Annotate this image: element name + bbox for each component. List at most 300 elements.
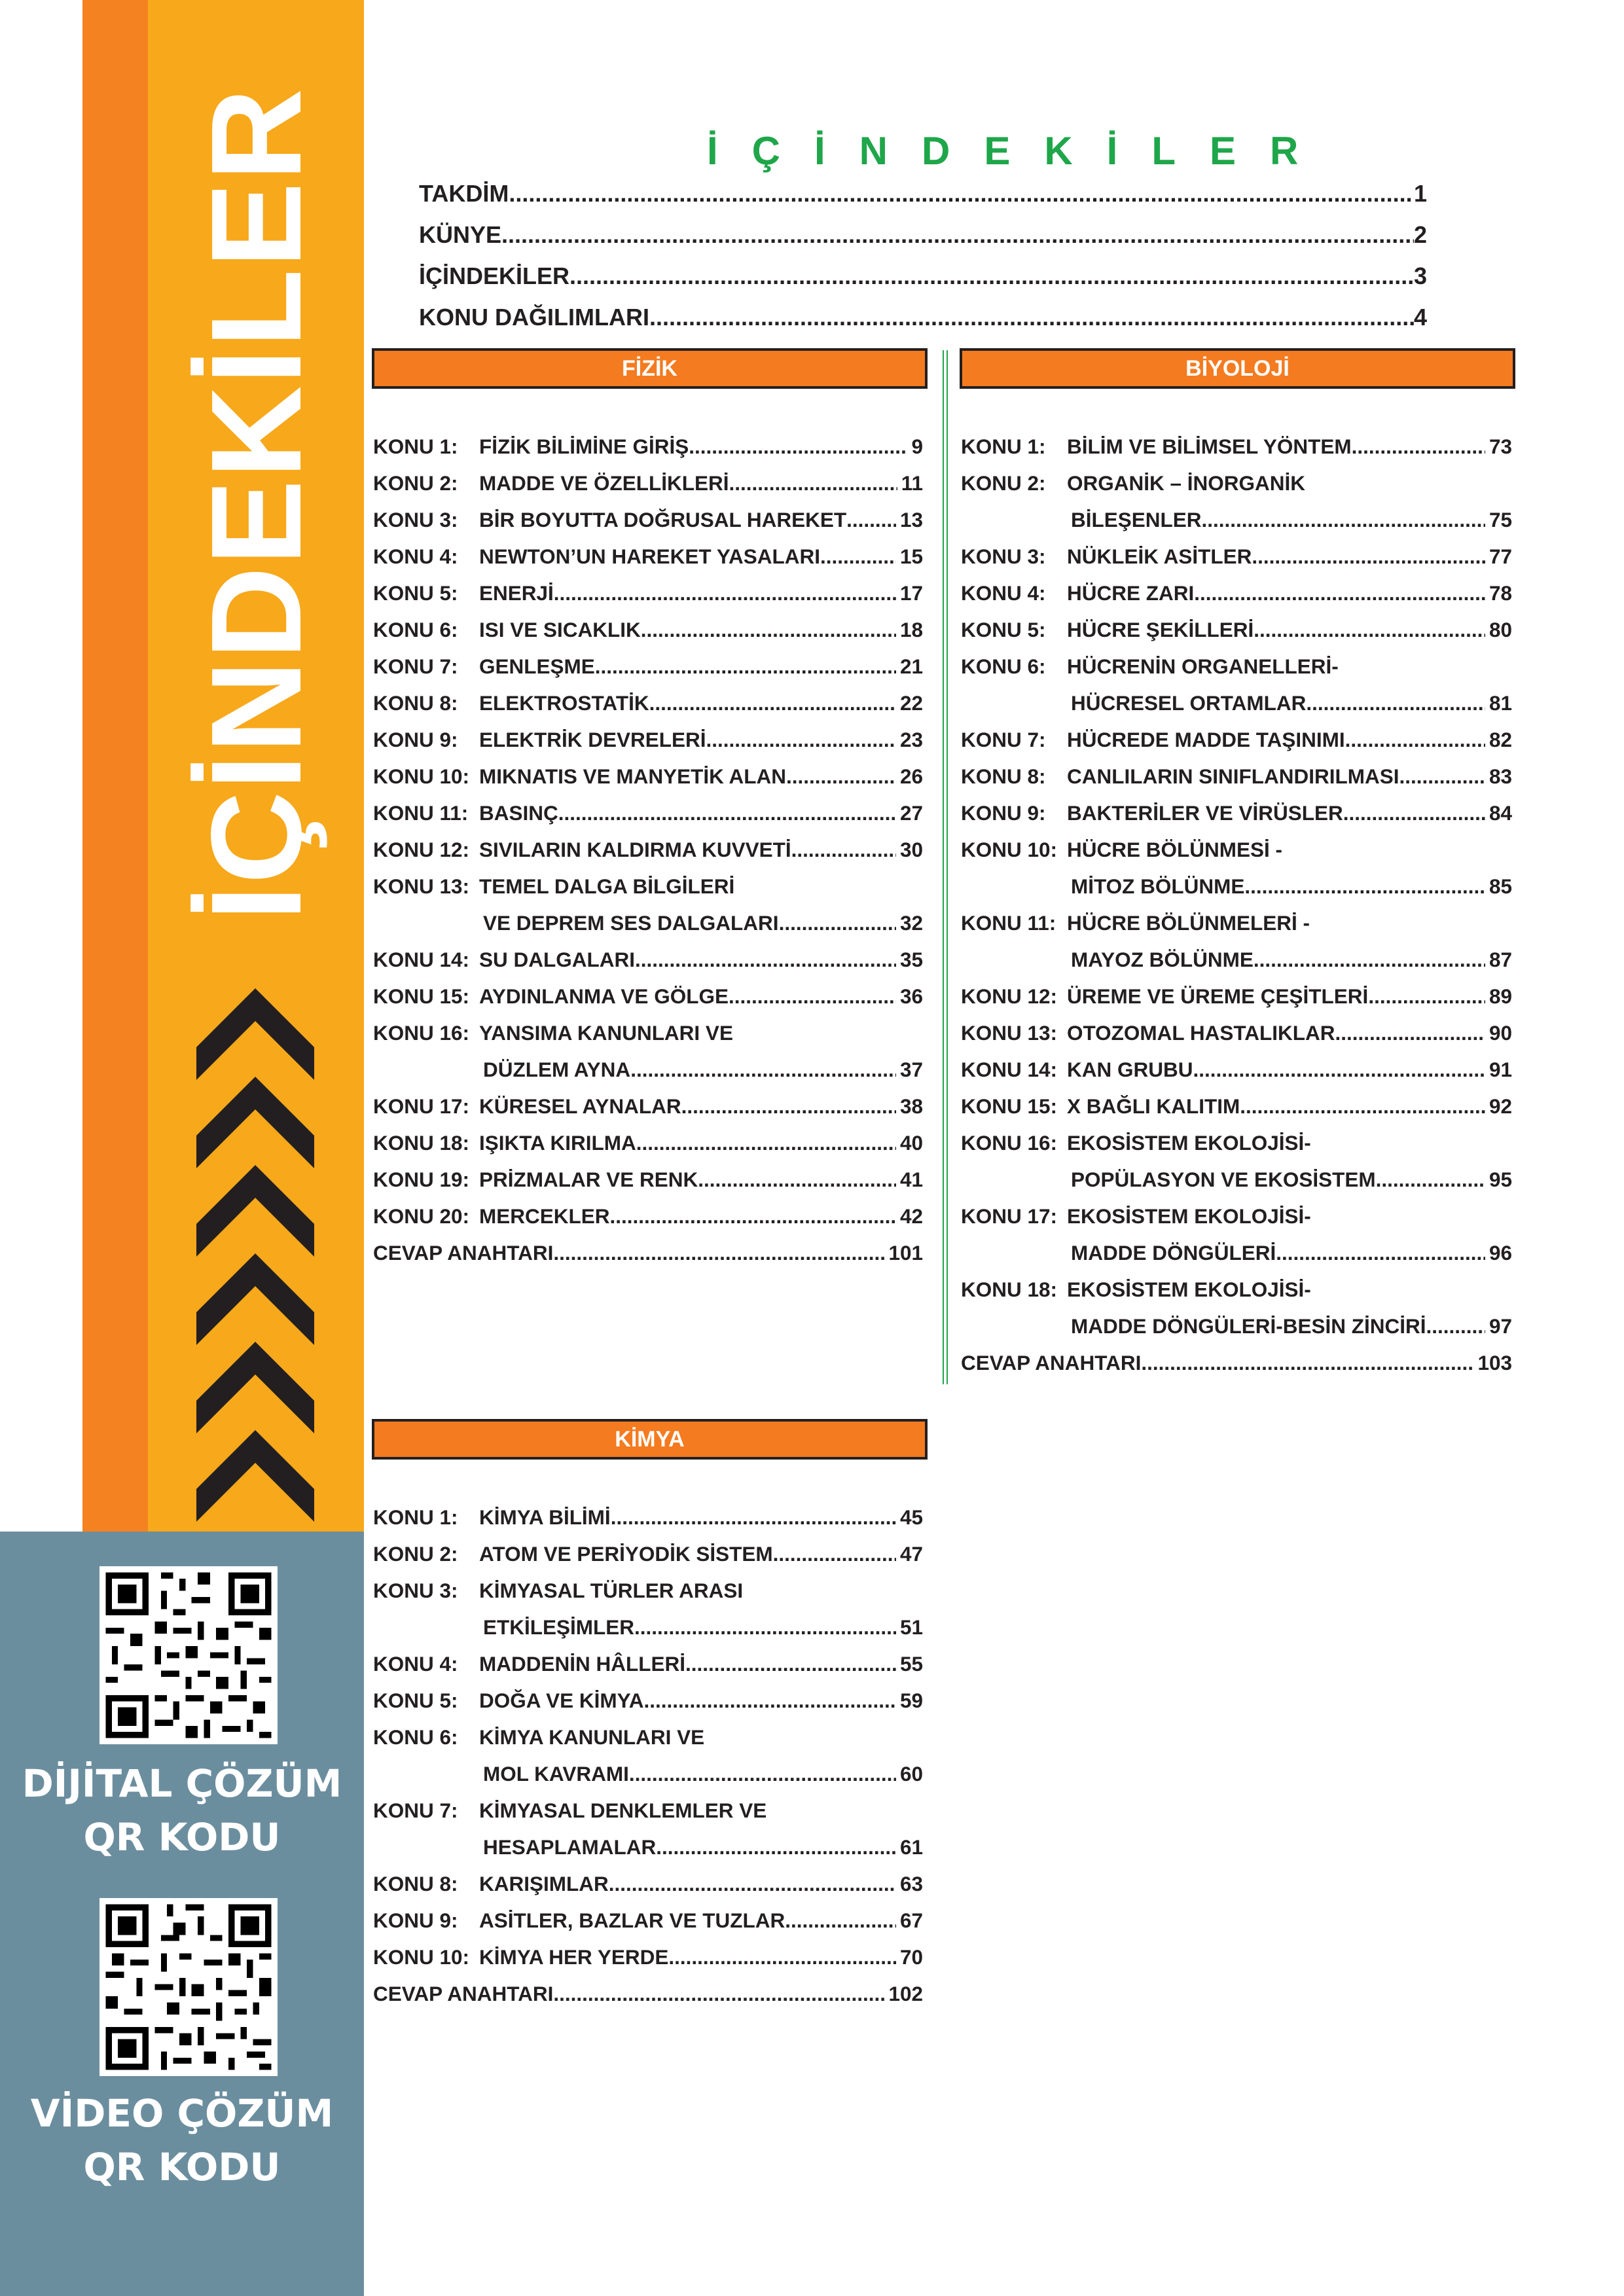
toc-topic-title: NÜKLEİK ASİTLER bbox=[1067, 545, 1252, 568]
toc-topic-title: KİMYA BİLİMİ bbox=[479, 1505, 611, 1529]
toc-row[interactable] bbox=[373, 1503, 923, 1532]
toc-topic-title: MADDE DÖNGÜLERİ-BESİN ZİNCİRİ bbox=[1071, 1314, 1426, 1338]
toc-row[interactable] bbox=[373, 1238, 923, 1267]
toc-row[interactable] bbox=[373, 798, 923, 827]
toc-topic-title: ELEKTROSTATİK bbox=[479, 691, 649, 715]
dot-leader bbox=[569, 262, 1414, 291]
toc-page-number: 55 bbox=[899, 1652, 923, 1676]
toc-page-number: 102 bbox=[888, 1982, 923, 2005]
toc-topic-number: KONU 12: bbox=[961, 984, 1058, 1008]
toc-page-number: 45 bbox=[899, 1505, 923, 1529]
dot-leader bbox=[1276, 1238, 1485, 1267]
toc-topic-title: EKOSİSTEM EKOLOJİSİ- bbox=[1067, 1204, 1311, 1228]
toc-row[interactable] bbox=[373, 1943, 923, 1971]
sidebar-orange-band bbox=[82, 0, 148, 1532]
toc-row[interactable] bbox=[961, 579, 1512, 607]
dot-leader bbox=[1426, 1312, 1485, 1340]
toc-row[interactable] bbox=[373, 1202, 923, 1230]
dot-leader bbox=[1254, 615, 1485, 644]
dot-leader bbox=[634, 1613, 896, 1641]
toc-row[interactable] bbox=[961, 542, 1512, 571]
toc-page-number: 40 bbox=[899, 1131, 923, 1155]
column-divider bbox=[943, 350, 948, 1384]
toc-row[interactable] bbox=[961, 945, 1512, 974]
toc-topic-number: KONU 7: bbox=[961, 728, 1046, 751]
dot-leader bbox=[791, 835, 896, 864]
toc-page-number: 70 bbox=[899, 1945, 923, 1969]
toc-topic-number: KONU 2: bbox=[373, 1542, 458, 1566]
toc-row[interactable] bbox=[373, 1055, 923, 1084]
toc-topic-title: HÜCRENİN ORGANELLERİ- bbox=[1067, 655, 1339, 678]
front-matter-row[interactable] bbox=[419, 262, 1427, 291]
toc-topic-title: HÜCREDE MADDE TAŞINIMI bbox=[1067, 728, 1345, 751]
toc-page-number: 22 bbox=[899, 691, 923, 715]
dot-leader bbox=[649, 303, 1414, 332]
toc-topic-number bbox=[373, 1759, 479, 1788]
front-matter-page: 2 bbox=[1413, 221, 1427, 248]
toc-row[interactable] bbox=[373, 542, 923, 571]
dot-leader bbox=[609, 1869, 896, 1898]
dot-leader bbox=[635, 945, 896, 974]
video-solution-qr-code[interactable] bbox=[99, 1898, 278, 2076]
dot-leader bbox=[1335, 1018, 1485, 1047]
toc-topic-number: KONU 5: bbox=[373, 581, 458, 605]
toc-page-number: 41 bbox=[899, 1168, 923, 1191]
toc-topic-number: KONU 19: bbox=[373, 1168, 470, 1191]
toc-page-number: 18 bbox=[899, 618, 923, 641]
dot-leader bbox=[509, 179, 1414, 208]
toc-topic-title: EKOSİSTEM EKOLOJİSİ- bbox=[1067, 1278, 1311, 1301]
toc-topic-number: KONU 16: bbox=[961, 1131, 1058, 1155]
toc-row[interactable] bbox=[373, 505, 923, 534]
toc-topic-number: KONU 6: bbox=[373, 1725, 458, 1749]
toc-page-number: 37 bbox=[899, 1058, 923, 1081]
toc-topic-title: YANSIMA KANUNLARI VE bbox=[479, 1021, 733, 1045]
toc-row[interactable] bbox=[961, 762, 1512, 791]
toc-row[interactable] bbox=[961, 615, 1512, 644]
toc-topic-number bbox=[373, 1055, 479, 1084]
toc-page-number: 32 bbox=[899, 911, 923, 935]
toc-topic-title: MADDENİN HÂLLERİ bbox=[479, 1652, 685, 1676]
toc-topic-title: ENERJİ bbox=[479, 581, 554, 605]
toc-row[interactable] bbox=[961, 908, 1512, 937]
toc-topic-title: NEWTON’UN HAREKET YASALARI bbox=[479, 545, 820, 568]
toc-topic-number: KONU 18: bbox=[961, 1278, 1058, 1301]
toc-row[interactable] bbox=[961, 1312, 1512, 1340]
toc-page-number: 77 bbox=[1489, 545, 1512, 568]
dot-leader bbox=[558, 798, 896, 827]
dot-leader bbox=[1244, 872, 1485, 901]
toc-page-number: 97 bbox=[1489, 1314, 1512, 1338]
front-matter-row[interactable] bbox=[419, 179, 1427, 208]
toc-page-number: 17 bbox=[899, 581, 923, 605]
toc-topic-number: KONU 15: bbox=[373, 984, 470, 1008]
toc-row[interactable] bbox=[373, 689, 923, 717]
toc-topic-number: KONU 2: bbox=[373, 471, 458, 495]
toc-page-number: 60 bbox=[899, 1762, 923, 1785]
section-header-fizik: FİZİK bbox=[372, 348, 928, 389]
toc-page-number: 61 bbox=[899, 1835, 923, 1859]
toc-topic-title: POPÜLASYON VE EKOSİSTEM bbox=[1071, 1168, 1376, 1191]
toc-page-number: 35 bbox=[899, 948, 923, 971]
toc-row[interactable] bbox=[373, 1128, 923, 1157]
dot-leader bbox=[668, 1943, 896, 1971]
toc-topic-title: KİMYASAL TÜRLER ARASI bbox=[479, 1579, 744, 1602]
dot-leader bbox=[681, 1092, 896, 1121]
dot-leader bbox=[1252, 542, 1485, 571]
page-title: İÇİNDEKİLER bbox=[707, 129, 1333, 173]
toc-topic-number: KONU 13: bbox=[373, 874, 470, 898]
digital-solution-qr-caption: QR KODU bbox=[83, 1815, 281, 1859]
front-matter-row[interactable] bbox=[419, 221, 1427, 249]
toc-topic-number bbox=[373, 1833, 479, 1861]
toc-row[interactable] bbox=[373, 1649, 923, 1678]
toc-row[interactable] bbox=[373, 1018, 923, 1047]
dot-leader bbox=[698, 1165, 896, 1194]
toc-topic-title: HESAPLAMALAR bbox=[483, 1835, 657, 1859]
toc-row[interactable] bbox=[373, 1869, 923, 1898]
dot-leader bbox=[1254, 945, 1485, 974]
toc-topic-title: VE DEPREM SES DALGALARI bbox=[483, 911, 779, 935]
toc-topic-title: BASINÇ bbox=[479, 801, 558, 825]
front-matter-page: 1 bbox=[1413, 180, 1427, 207]
toc-topic-number: KONU 8: bbox=[961, 764, 1046, 788]
toc-row[interactable] bbox=[961, 432, 1512, 461]
toc-page-number: 21 bbox=[899, 655, 923, 678]
toc-page-number: 42 bbox=[899, 1204, 923, 1228]
toc-topic-title: SU DALGALARI bbox=[479, 948, 635, 971]
toc-page-number: 9 bbox=[911, 435, 923, 458]
toc-row[interactable] bbox=[373, 1723, 923, 1751]
toc-page-number: 23 bbox=[899, 728, 923, 751]
dot-leader bbox=[1306, 689, 1485, 717]
toc-topic-title: KAN GRUBU bbox=[1067, 1058, 1193, 1081]
dot-leader bbox=[641, 615, 896, 644]
toc-topic-title: OTOZOMAL HASTALIKLAR bbox=[1067, 1021, 1335, 1045]
toc-topic-number: KONU 14: bbox=[373, 948, 470, 971]
toc-topic-number: KONU 3: bbox=[373, 508, 458, 531]
front-matter-label: KÜNYE bbox=[419, 221, 502, 248]
toc-row[interactable] bbox=[373, 945, 923, 974]
toc-row[interactable] bbox=[373, 469, 923, 497]
toc-page-number: 81 bbox=[1489, 691, 1512, 715]
toc-topic-title: AYDINLANMA VE GÖLGE bbox=[479, 984, 729, 1008]
toc-row[interactable] bbox=[961, 835, 1512, 864]
toc-topic-number: KONU 11: bbox=[373, 801, 469, 825]
toc-row[interactable] bbox=[373, 1686, 923, 1715]
toc-topic-number: KONU 2: bbox=[961, 471, 1046, 495]
dot-leader bbox=[846, 505, 896, 534]
toc-topic-title: CEVAP ANAHTARI bbox=[373, 1982, 554, 2005]
toc-row[interactable] bbox=[961, 505, 1512, 534]
toc-page-number: 27 bbox=[899, 801, 923, 825]
toc-topic-title: KİMYA HER YERDE bbox=[479, 1945, 669, 1969]
toc-page-number: 59 bbox=[899, 1689, 923, 1712]
toc-row[interactable] bbox=[373, 835, 923, 864]
toc-row[interactable] bbox=[373, 908, 923, 937]
dot-leader bbox=[685, 1649, 896, 1678]
toc-topic-number: KONU 17: bbox=[373, 1094, 470, 1118]
toc-row[interactable] bbox=[961, 1275, 1512, 1304]
dot-leader bbox=[1240, 1092, 1485, 1121]
digital-solution-label: DİJİTAL ÇÖZÜM bbox=[22, 1761, 342, 1806]
dot-leader bbox=[1193, 1055, 1485, 1084]
toc-topic-title: CEVAP ANAHTARI bbox=[373, 1241, 554, 1265]
toc-topic-title: ELEKTRİK DEVRELERİ bbox=[479, 728, 706, 751]
toc-topic-number bbox=[961, 1165, 1067, 1194]
toc-topic-number: KONU 8: bbox=[373, 691, 458, 715]
toc-row[interactable] bbox=[373, 982, 923, 1011]
toc-row[interactable] bbox=[373, 762, 923, 791]
toc-row[interactable] bbox=[961, 1238, 1512, 1267]
toc-row[interactable] bbox=[373, 1092, 923, 1121]
toc-topic-title: IŞIKTA KIRILMA bbox=[479, 1131, 636, 1155]
toc-page-number: 91 bbox=[1489, 1058, 1512, 1081]
toc-row[interactable] bbox=[373, 1759, 923, 1788]
toc-row[interactable] bbox=[373, 432, 923, 461]
dot-leader bbox=[649, 689, 896, 717]
toc-row[interactable] bbox=[373, 1613, 923, 1641]
dot-leader bbox=[1141, 1348, 1473, 1377]
toc-page-number: 89 bbox=[1489, 984, 1512, 1008]
toc-row[interactable] bbox=[961, 1018, 1512, 1047]
toc-row[interactable] bbox=[961, 872, 1512, 901]
toc-page-number: 101 bbox=[888, 1241, 923, 1265]
toc-row[interactable] bbox=[373, 579, 923, 607]
chevron-arrows-icon bbox=[196, 949, 314, 1538]
toc-topic-number: KONU 10: bbox=[373, 1945, 470, 1969]
toc-row[interactable] bbox=[961, 725, 1512, 754]
toc-topic-number bbox=[961, 945, 1067, 974]
toc-topic-title: DÜZLEM AYNA bbox=[483, 1058, 631, 1081]
toc-topic-number: KONU 10: bbox=[961, 838, 1058, 861]
toc-topic-number: KONU 15: bbox=[961, 1094, 1058, 1118]
toc-page-number: 30 bbox=[899, 838, 923, 861]
toc-topic-number: KONU 6: bbox=[373, 618, 458, 641]
dot-leader bbox=[820, 542, 896, 571]
toc-topic-title: FİZİK BİLİMİNE GİRİŞ bbox=[479, 435, 689, 458]
toc-row[interactable] bbox=[961, 982, 1512, 1011]
toc-page-number: 83 bbox=[1489, 764, 1512, 788]
toc-page-number: 38 bbox=[899, 1094, 923, 1118]
toc-topic-title: KİMYASAL DENKLEMLER VE bbox=[479, 1799, 767, 1822]
toc-topic-number: KONU 12: bbox=[373, 838, 470, 861]
toc-topic-title: TEMEL DALGA BİLGİLERİ bbox=[479, 874, 735, 898]
dot-leader bbox=[1343, 798, 1485, 827]
toc-topic-number: KONU 11: bbox=[961, 911, 1056, 935]
dot-leader bbox=[779, 908, 896, 937]
toc-page-number: 67 bbox=[899, 1909, 923, 1932]
toc-topic-title: KİMYA KANUNLARI VE bbox=[479, 1725, 705, 1749]
toc-row[interactable] bbox=[373, 1796, 923, 1825]
toc-row[interactable] bbox=[373, 652, 923, 681]
toc-page-number: 15 bbox=[899, 545, 923, 568]
toc-topic-number: KONU 7: bbox=[373, 655, 458, 678]
toc-row[interactable] bbox=[961, 798, 1512, 827]
toc-topic-title: EKOSİSTEM EKOLOJİSİ- bbox=[1067, 1131, 1311, 1155]
toc-topic-title: X BAĞLI KALITIM bbox=[1067, 1094, 1240, 1118]
toc-row[interactable] bbox=[961, 1055, 1512, 1084]
toc-row[interactable] bbox=[373, 1906, 923, 1935]
toc-topic-title: MERCEKLER bbox=[479, 1204, 610, 1228]
toc-topic-number: KONU 14: bbox=[961, 1058, 1058, 1081]
toc-topic-title: ORGANİK – İNORGANİK bbox=[1067, 471, 1306, 495]
toc-topic-title: MADDE DÖNGÜLERİ bbox=[1071, 1241, 1276, 1265]
front-matter-label: TAKDİM bbox=[419, 180, 509, 207]
toc-topic-number: KONU 20: bbox=[373, 1204, 470, 1228]
dot-leader bbox=[729, 469, 897, 497]
toc-topic-title: DOĞA VE KİMYA bbox=[479, 1689, 644, 1712]
toc-row[interactable] bbox=[961, 1202, 1512, 1230]
section-header-biyoloji: BİYOLOJİ bbox=[960, 348, 1515, 389]
toc-page-number: 85 bbox=[1489, 874, 1512, 898]
dot-leader bbox=[610, 1202, 896, 1230]
toc-topic-title: ETKİLEŞİMLER bbox=[483, 1615, 635, 1639]
toc-row[interactable] bbox=[961, 1348, 1512, 1377]
toc-page-number: 73 bbox=[1489, 435, 1512, 458]
toc-row[interactable] bbox=[961, 1165, 1512, 1194]
section-header-kimya: KİMYA bbox=[372, 1419, 928, 1460]
front-matter-page: 3 bbox=[1413, 262, 1427, 289]
toc-row[interactable] bbox=[961, 689, 1512, 717]
toc-topic-number: KONU 3: bbox=[961, 545, 1046, 568]
toc-row[interactable] bbox=[961, 652, 1512, 681]
toc-topic-number: KONU 1: bbox=[373, 435, 458, 458]
dot-leader bbox=[554, 579, 896, 607]
toc-row[interactable] bbox=[373, 615, 923, 644]
dot-leader bbox=[611, 1503, 896, 1532]
dot-leader bbox=[786, 762, 896, 791]
dot-leader bbox=[1376, 1165, 1485, 1194]
toc-topic-title: MİTOZ BÖLÜNME bbox=[1071, 874, 1245, 898]
toc-topic-number bbox=[961, 872, 1067, 901]
toc-topic-number: KONU 9: bbox=[373, 728, 458, 751]
toc-page-number: 47 bbox=[899, 1542, 923, 1566]
dot-leader bbox=[1345, 725, 1485, 754]
toc-page-number: 96 bbox=[1489, 1241, 1512, 1265]
dot-leader bbox=[553, 1979, 884, 2008]
toc-topic-number: KONU 5: bbox=[373, 1689, 458, 1712]
toc-page-number: 13 bbox=[899, 508, 923, 531]
toc-topic-title: KÜRESEL AYNALAR bbox=[479, 1094, 681, 1118]
toc-topic-number: KONU 9: bbox=[373, 1909, 458, 1932]
toc-topic-number bbox=[373, 1613, 479, 1641]
toc-row[interactable] bbox=[373, 1979, 923, 2008]
toc-topic-number: KONU 16: bbox=[373, 1021, 470, 1045]
toc-topic-title: HÜCRE BÖLÜNMELERİ - bbox=[1067, 911, 1310, 935]
toc-row[interactable] bbox=[373, 1165, 923, 1194]
toc-page-number: 26 bbox=[899, 764, 923, 788]
digital-solution-qr-code[interactable] bbox=[99, 1566, 278, 1744]
dot-leader bbox=[785, 1906, 896, 1935]
sidebar-vertical-title: İÇİNDEKİLER bbox=[184, 86, 328, 922]
video-solution-qr-caption: QR KODU bbox=[83, 2145, 281, 2189]
toc-topic-title: SIVILARIN KALDIRMA KUVVETİ bbox=[479, 838, 791, 861]
dot-leader bbox=[1202, 505, 1485, 534]
toc-page-number: 103 bbox=[1477, 1351, 1512, 1374]
front-matter-row[interactable] bbox=[419, 303, 1427, 332]
dot-leader bbox=[629, 1759, 896, 1788]
toc-topic-title: PRİZMALAR VE RENK bbox=[479, 1168, 698, 1191]
dot-leader bbox=[1368, 982, 1485, 1011]
dot-leader bbox=[636, 1128, 896, 1157]
video-solution-label: VİDEO ÇÖZÜM bbox=[30, 2091, 334, 2136]
front-matter-label: İÇİNDEKİLER bbox=[419, 262, 570, 289]
toc-row[interactable] bbox=[961, 469, 1512, 497]
toc-page-number: 80 bbox=[1489, 618, 1512, 641]
toc-page-number: 92 bbox=[1489, 1094, 1512, 1118]
toc-page-number: 78 bbox=[1489, 581, 1512, 605]
toc-topic-title: KARIŞIMLAR bbox=[479, 1872, 609, 1895]
toc-topic-number bbox=[373, 908, 479, 937]
toc-topic-title: ISI VE SICAKLIK bbox=[479, 618, 641, 641]
toc-row[interactable] bbox=[961, 1092, 1512, 1121]
toc-topic-number bbox=[961, 1238, 1067, 1267]
toc-topic-title: CANLILARIN SINIFLANDIRILMASI bbox=[1067, 764, 1399, 788]
toc-topic-number: KONU 9: bbox=[961, 801, 1046, 825]
toc-topic-title: BİLİM VE BİLİMSEL YÖNTEM bbox=[1067, 435, 1352, 458]
toc-topic-number: KONU 3: bbox=[373, 1579, 458, 1602]
toc-page-number: 11 bbox=[901, 471, 923, 495]
dot-leader bbox=[689, 432, 907, 461]
toc-row[interactable] bbox=[373, 1576, 923, 1605]
toc-topic-number: KONU 6: bbox=[961, 655, 1046, 678]
toc-topic-title: CEVAP ANAHTARI bbox=[961, 1351, 1142, 1374]
toc-row[interactable] bbox=[373, 1539, 923, 1568]
front-matter-page: 4 bbox=[1413, 304, 1427, 331]
dot-leader bbox=[595, 652, 896, 681]
toc-row[interactable] bbox=[373, 1833, 923, 1861]
toc-topic-title: HÜCRE ZARI bbox=[1067, 581, 1195, 605]
dot-leader bbox=[553, 1238, 884, 1267]
dot-leader bbox=[1194, 579, 1485, 607]
toc-topic-title: BAKTERİLER VE VİRÜSLER bbox=[1067, 801, 1343, 825]
toc-topic-number bbox=[961, 689, 1067, 717]
dot-leader bbox=[1399, 762, 1485, 791]
dot-leader bbox=[1352, 432, 1485, 461]
toc-topic-title: HÜCRESEL ORTAMLAR bbox=[1071, 691, 1307, 715]
toc-page-number: 75 bbox=[1489, 508, 1512, 531]
toc-topic-number: KONU 7: bbox=[373, 1799, 458, 1822]
dot-leader bbox=[501, 221, 1414, 249]
dot-leader bbox=[729, 982, 896, 1011]
dot-leader bbox=[706, 725, 896, 754]
toc-page-number: 90 bbox=[1489, 1021, 1512, 1045]
toc-page-number: 84 bbox=[1489, 801, 1512, 825]
toc-row[interactable] bbox=[373, 872, 923, 901]
toc-topic-title: BİLEŞENLER bbox=[1071, 508, 1202, 531]
toc-topic-title: ATOM VE PERİYODİK SİSTEM bbox=[479, 1542, 773, 1566]
toc-topic-title: HÜCRE ŞEKİLLERİ bbox=[1067, 618, 1254, 641]
toc-page-number: 63 bbox=[899, 1872, 923, 1895]
toc-page-number: 36 bbox=[899, 984, 923, 1008]
toc-topic-number: KONU 1: bbox=[373, 1505, 458, 1529]
toc-row[interactable] bbox=[961, 1128, 1512, 1157]
toc-topic-title: MAYOZ BÖLÜNME bbox=[1071, 948, 1254, 971]
toc-page-number: 95 bbox=[1489, 1168, 1512, 1191]
front-matter-label: KONU DAĞILIMLARI bbox=[419, 304, 649, 331]
toc-row[interactable] bbox=[373, 725, 923, 754]
dot-leader bbox=[773, 1539, 896, 1568]
toc-topic-number bbox=[961, 505, 1067, 534]
toc-topic-title: GENLEŞME bbox=[479, 655, 595, 678]
toc-topic-number: KONU 17: bbox=[961, 1204, 1058, 1228]
dot-leader bbox=[656, 1833, 896, 1861]
toc-topic-title: MIKNATIS VE MANYETİK ALAN bbox=[479, 764, 786, 788]
toc-topic-title: ASİTLER, BAZLAR VE TUZLAR bbox=[479, 1909, 785, 1932]
toc-page-number: 87 bbox=[1489, 948, 1512, 971]
toc-topic-number: KONU 4: bbox=[373, 1652, 458, 1676]
